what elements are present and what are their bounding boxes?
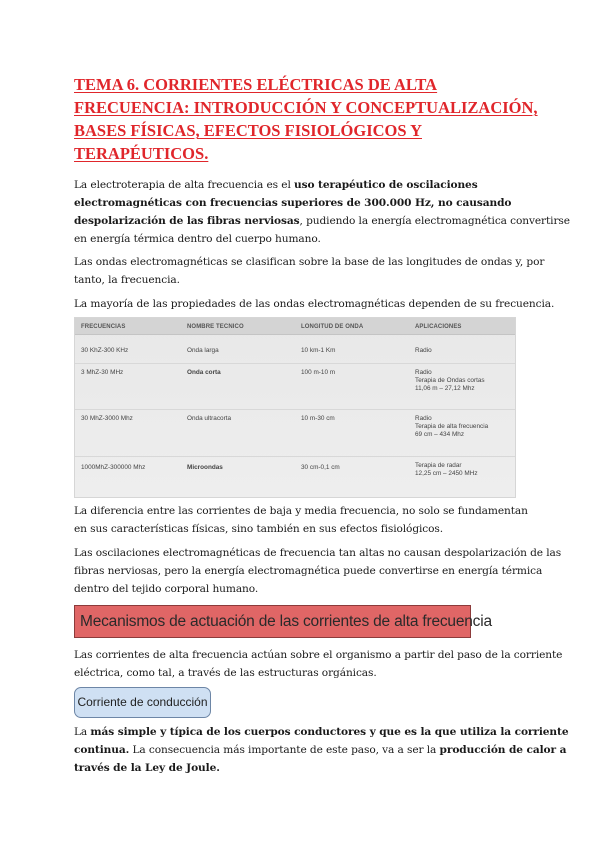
text: La consecuencia más importante de este paso, va a ser la — [129, 744, 440, 756]
app-line: 12,25 cm – 2450 MHz — [415, 470, 478, 477]
text: en energía térmica dentro del cuerpo humano. — [74, 233, 321, 245]
cell-length: 10 m-30 cm — [301, 415, 335, 422]
cell-apps — [415, 415, 488, 439]
subsection-heading-conduccion: Corriente de conducción — [74, 687, 211, 718]
actuan-paragraph — [74, 646, 563, 682]
app-line: Radio — [415, 415, 432, 422]
text: Las ondas electromagnéticas se clasifican sobre la base de las longitudes de ondas y, por — [74, 256, 545, 268]
page-title — [74, 73, 544, 165]
title-line: FRECUENCIA: INTRODUCCIÓN Y CONCEPTUALIZACIÓN, — [74, 98, 538, 117]
header-aplicaciones: APLICACIONES — [415, 324, 462, 330]
bold-text: producción de calor a — [439, 744, 567, 756]
text: La — [74, 726, 91, 738]
title-line: TEMA 6. CORRIENTES ELÉCTRICAS DE ALTA — [74, 75, 438, 94]
bold-text: despolarización de las fibras nerviosas — [74, 215, 300, 227]
table-row — [75, 363, 515, 410]
bold-text: electromagnéticas con frecuencias superiores de 300.000 Hz, no causando — [74, 197, 512, 209]
intro-paragraph — [74, 176, 570, 248]
app-line: 69 cm – 434 Mhz — [415, 431, 465, 438]
cell-length: 10 km-1 Km — [301, 347, 336, 354]
bold-text: más simple y típica de los cuerpos conductores y que es la que utiliza la corriente — [90, 726, 569, 738]
app-line: Terapia de alta frecuencia — [415, 423, 489, 430]
cell-length: 30 cm-0,1 cm — [301, 464, 340, 471]
text: Las corrientes de alta frecuencia actúan sobre el organismo a partir del paso de la corriente — [74, 649, 563, 661]
cell-name: Microondas — [187, 464, 223, 471]
text: eléctrica, como tal, a través de las estructuras orgánicas. — [74, 667, 377, 679]
header-frecuencias: FRECUENCIAS — [81, 324, 126, 330]
header-nombre-tecnico: NOMBRE TECNICO — [187, 324, 244, 330]
text: La diferencia entre las corrientes de baja y media frecuencia, no solo se fundamentan — [74, 505, 528, 517]
text: dentro del tejido corporal humano. — [74, 583, 259, 595]
table-row — [75, 456, 515, 498]
cell-freq: 1000MhZ-300000 Mhz — [81, 464, 146, 471]
table-row — [75, 409, 515, 457]
bold-text: uso terapéutico de oscilaciones — [294, 179, 478, 191]
conduccion-paragraph — [74, 723, 569, 777]
text: La electroterapia de alta frecuencia es el — [74, 179, 295, 191]
cell-freq: 3 MhZ-30 MHz — [81, 369, 124, 376]
mayoria-paragraph — [74, 295, 555, 313]
cell-apps — [415, 462, 478, 478]
title-line: TERAPÉUTICOS. — [74, 144, 209, 163]
bold-text: través de la Ley de Joule. — [74, 762, 220, 774]
text: Las oscilaciones electromagnéticas de frecuencia tan altas no causan despolarización de las — [74, 547, 562, 559]
cell-apps — [415, 369, 485, 393]
table-header — [75, 318, 515, 335]
bold-text: continua. — [74, 744, 130, 756]
cell-name: Onda larga — [187, 347, 219, 354]
cell-name: Onda ultracorta — [187, 415, 232, 422]
section-heading-mecanismos: Mecanismos de actuación de las corrientes de alta frecuencia — [74, 605, 471, 638]
frequency-table — [74, 317, 516, 498]
table-row — [75, 334, 515, 364]
text: en sus características físicas, sino también en sus efectos fisiológicos. — [74, 523, 444, 535]
cell-freq: 30 KhZ-300 KHz — [81, 347, 129, 354]
text: La mayoría de las propiedades de las ondas electromagnéticas dependen de su frecuencia. — [74, 298, 555, 310]
app-line: 11,06 m – 27,12 Mhz — [415, 385, 475, 392]
text: , pudiendo la energía electromagnética convertirse — [299, 215, 570, 227]
app-line: Radio — [415, 369, 432, 376]
diferencia-paragraph — [74, 502, 544, 538]
header-longitud: LONGITUD DE ONDA — [301, 324, 364, 330]
cell-freq: 30 MhZ-3000 Mhz — [81, 415, 133, 422]
app-line: Terapia de Ondas cortas — [415, 377, 485, 384]
app-line: Terapia de radar — [415, 462, 462, 469]
title-line: BASES FÍSICAS, EFECTOS FISIOLÓGICOS Y — [74, 121, 422, 140]
cell-apps — [415, 347, 432, 355]
oscilaciones-paragraph — [74, 544, 562, 598]
cell-length: 100 m-10 m — [301, 369, 336, 376]
cell-name: Onda corta — [187, 369, 221, 376]
ondas-paragraph — [74, 253, 544, 289]
text: tanto, la frecuencia. — [74, 274, 180, 286]
text: fibras nerviosas, pero la energía electromagnética puede convertirse en energía térmica — [74, 565, 543, 577]
app-line: Radio — [415, 347, 432, 354]
